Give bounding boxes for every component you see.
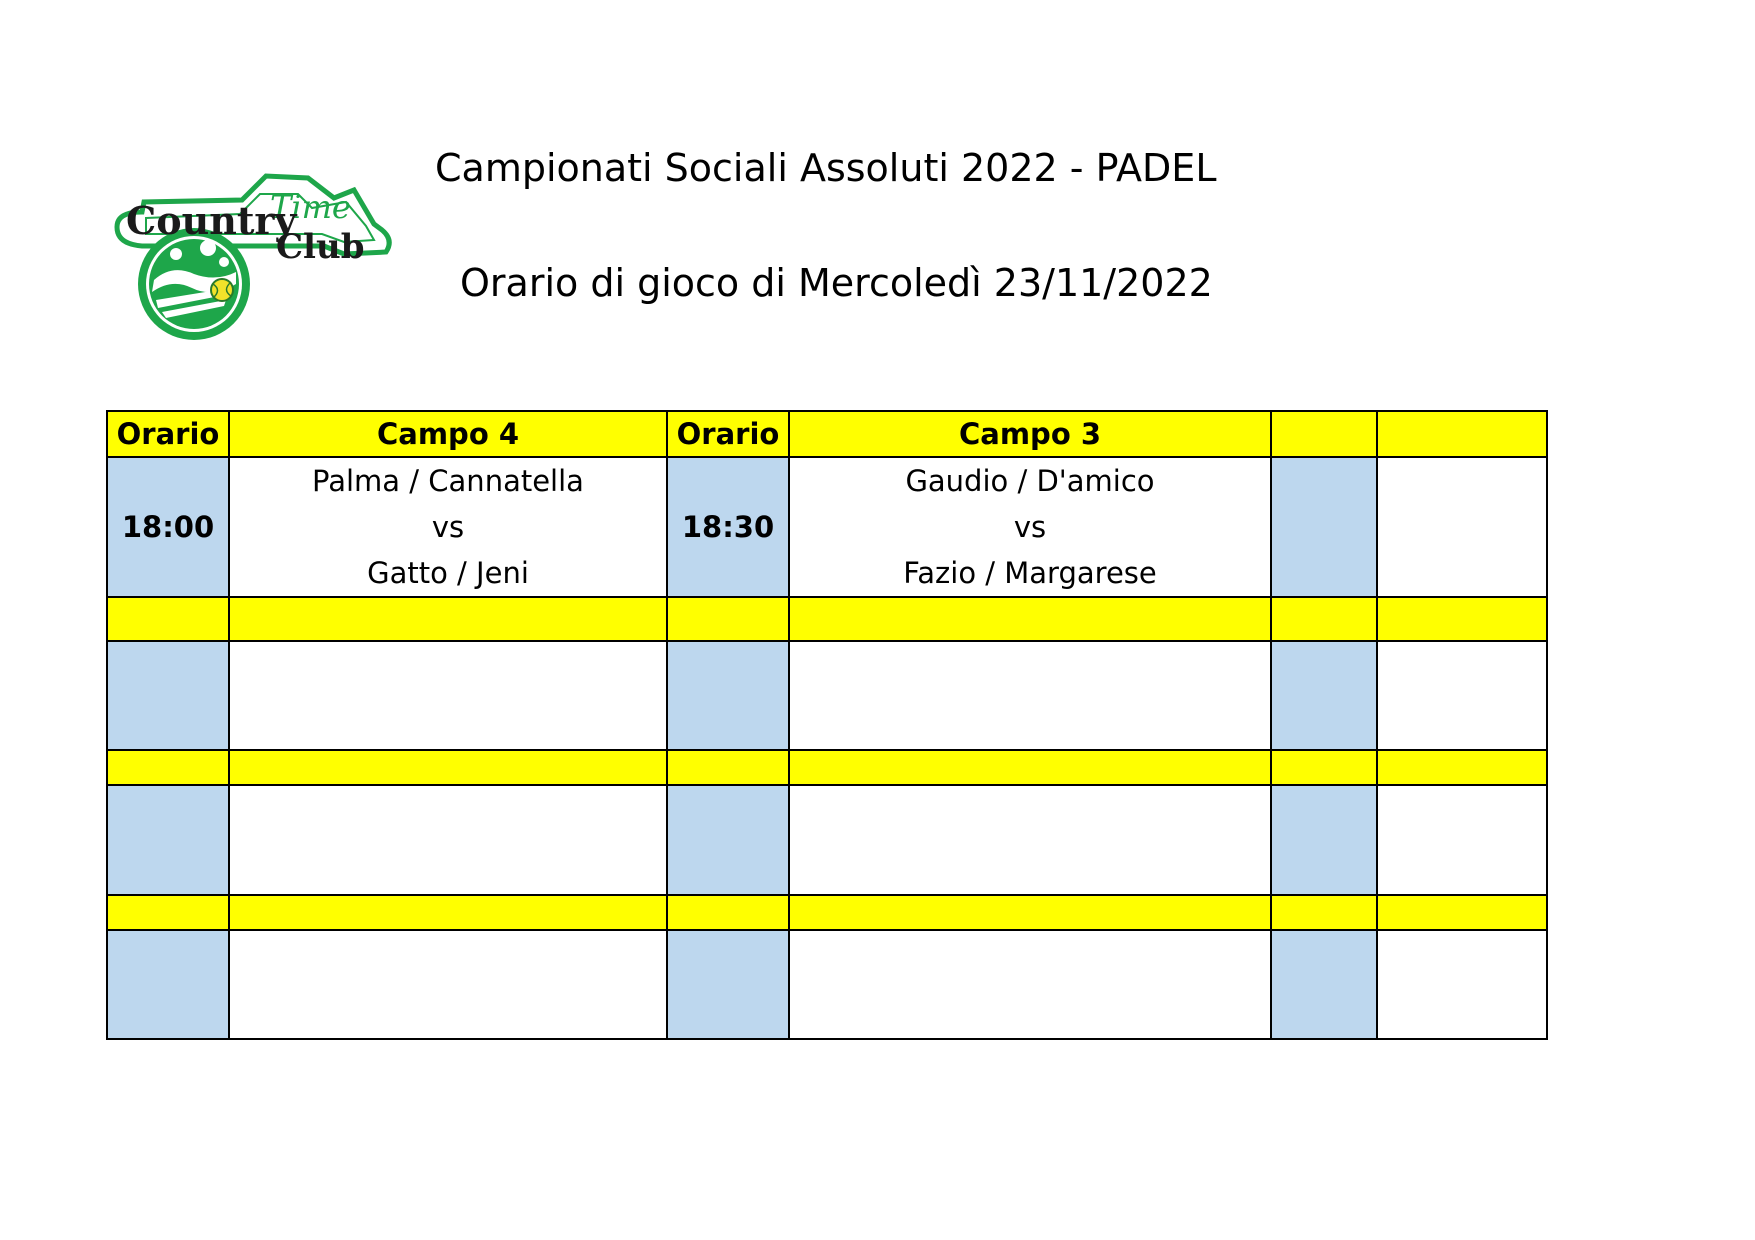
header-orario-2: Orario — [667, 411, 789, 457]
separator-row — [107, 597, 1547, 641]
empty-cell — [1271, 597, 1377, 641]
empty-cell — [229, 895, 667, 930]
empty-cell — [229, 641, 667, 750]
separator-row — [107, 895, 1547, 930]
match-time-court-4: 18:00 — [107, 457, 229, 597]
empty-time-cell — [667, 930, 789, 1039]
page-subtitle: Orario di gioco di Mercoledì 23/11/2022 — [460, 261, 1213, 305]
empty-time-cell — [107, 930, 229, 1039]
empty-cell — [789, 750, 1271, 785]
logo-text-time: Time — [270, 188, 351, 226]
empty-cell — [229, 785, 667, 895]
empty-cell — [1377, 785, 1547, 895]
empty-cell — [1271, 785, 1377, 895]
empty-cell — [1271, 641, 1377, 750]
match-court-4 — [229, 457, 667, 597]
team-1: Palma / Cannatella — [312, 464, 584, 498]
empty-cell — [1271, 750, 1377, 785]
empty-match-row — [107, 785, 1547, 895]
team-1: Gaudio / D'amico — [905, 464, 1155, 498]
empty-cell — [107, 597, 229, 641]
empty-cell — [667, 750, 789, 785]
empty-time-cell — [667, 785, 789, 895]
empty-cell — [107, 750, 229, 785]
header-campo-4: Campo 4 — [229, 411, 667, 457]
empty-cell — [1271, 457, 1377, 597]
match-time-court-3: 18:30 — [667, 457, 789, 597]
team-2: Fazio / Margarese — [903, 556, 1157, 590]
empty-time-cell — [107, 785, 229, 895]
team-2: Gatto / Jeni — [367, 556, 529, 590]
empty-match-row — [107, 930, 1547, 1039]
empty-cell — [1377, 457, 1547, 597]
empty-cell — [1377, 641, 1547, 750]
empty-cell — [1271, 895, 1377, 930]
empty-cell — [1271, 930, 1377, 1039]
match-court-3 — [789, 457, 1271, 597]
empty-cell — [229, 930, 667, 1039]
match-row — [107, 457, 1547, 597]
schedule-table — [106, 410, 1548, 1040]
versus-label: vs — [431, 510, 465, 544]
versus-label: vs — [1013, 510, 1047, 544]
header-row — [107, 411, 1547, 457]
empty-cell — [789, 597, 1271, 641]
empty-cell — [1377, 597, 1547, 641]
empty-cell — [789, 785, 1271, 895]
empty-cell — [1377, 930, 1547, 1039]
empty-cell — [1377, 895, 1547, 930]
header-empty-1 — [1271, 411, 1377, 457]
empty-cell — [667, 895, 789, 930]
header-empty-2 — [1377, 411, 1547, 457]
page-title: Campionati Sociali Assoluti 2022 - PADEL — [435, 146, 1217, 190]
empty-cell — [107, 895, 229, 930]
empty-cell — [229, 750, 667, 785]
logo-text-club: Club — [276, 227, 365, 267]
country-club-logo — [112, 172, 392, 347]
empty-time-cell — [667, 641, 789, 750]
empty-cell — [789, 895, 1271, 930]
empty-time-cell — [107, 641, 229, 750]
header-campo-3: Campo 3 — [789, 411, 1271, 457]
empty-cell — [789, 930, 1271, 1039]
empty-cell — [667, 597, 789, 641]
separator-row — [107, 750, 1547, 785]
header-orario-1: Orario — [107, 411, 229, 457]
empty-match-row — [107, 641, 1547, 750]
empty-cell — [229, 597, 667, 641]
empty-cell — [1377, 750, 1547, 785]
logo-text-country: Country — [126, 198, 297, 243]
empty-cell — [789, 641, 1271, 750]
